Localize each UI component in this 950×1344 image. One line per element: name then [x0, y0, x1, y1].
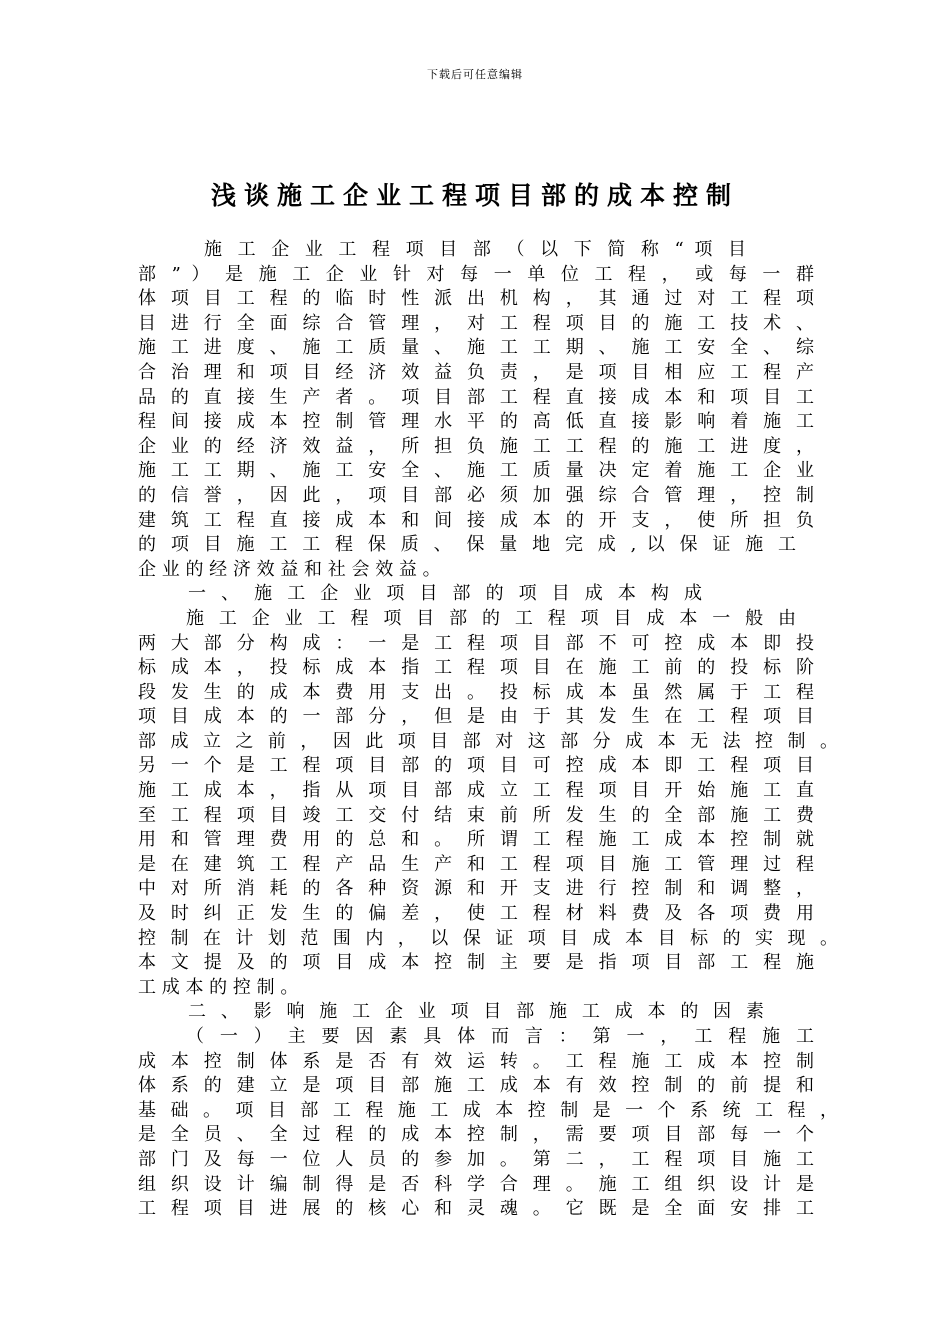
text-line: 合 治 理 和 项 目 经 济 效 益 负 责 ， 是 项 目 相 应 工 程 产: [138, 361, 814, 383]
text-line: 体 项 目 工 程 的 临 时 性 派 出 机 构 ， 其 通 过 对 工 程 项: [138, 288, 814, 310]
text-line: （ 一 ） 主 要 因 素 具 体 而 言 ： 第 一 ， 工 程 施 工: [186, 1026, 814, 1047]
text-line: 段 发 生 的 成 本 费 用 支 出 。 投 标 成 本 虽 然 属 于 工 程: [138, 681, 814, 703]
text-line: 是 全 员 、 全 过 程 的 成 本 控 制 ， 需 要 项 目 部 每 一 个: [138, 1124, 814, 1146]
text-line: 程 间 接 成 本 控 制 管 理 水 平 的 高 低 直 接 影 响 着 施 工: [138, 411, 814, 433]
page-header-note: 下载后可任意编辑: [427, 68, 523, 81]
text-line: 本 文 提 及 的 项 目 成 本 控 制 主 要 是 指 项 目 部 工 程 施: [138, 952, 814, 974]
text-line: 企 业 的 经 济 效 益 和 社 会 效 益 。: [138, 558, 441, 580]
text-line: 施 工 成 本 ， 指 从 项 目 部 成 立 工 程 项 目 开 始 施 工 直: [138, 780, 814, 802]
text-line: 工 成 本 的 控 制 。: [138, 976, 299, 998]
text-line: 是 在 建 筑 工 程 产 品 生 产 和 工 程 项 目 施 工 管 理 过 程: [138, 853, 814, 875]
text-line: 控 制 在 计 划 范 围 内 ， 以 保 证 项 目 成 本 目 标 的 实 现 。: [138, 927, 838, 949]
text-line: 二 、 影 响 施 工 企 业 项 目 部 施 工 成 本 的 因 素: [188, 1001, 764, 1023]
body-text: [138, 238, 838, 1222]
text-line: 两 大 部 分 构 成 ： 一 是 工 程 项 目 部 不 可 控 成 本 即 投: [138, 632, 814, 654]
text-line: 的 项 目 施 工 工 程 保 质 、 保 量 地 完 成 , 以 保 证 施 工: [138, 534, 796, 556]
text-line: 品 的 直 接 生 产 者 。 项 目 部 工 程 直 接 成 本 和 项 目 工: [138, 386, 814, 408]
text-line: 施 工 进 度 、 施 工 质 量 、 施 工 工 期 、 施 工 安 全 、 综: [138, 337, 814, 359]
text-line: 用 和 管 理 费 用 的 总 和 。 所 谓 工 程 施 工 成 本 控 制 就: [138, 829, 814, 851]
text-line: 施 工 工 期 、 施 工 安 全 、 施 工 质 量 决 定 着 施 工 企 业: [138, 460, 814, 482]
text-line: 项 目 成 本 的 一 部 分 ， 但 是 由 于 其 发 生 在 工 程 项 目: [138, 706, 814, 728]
text-line: 至 工 程 项 目 竣 工 交 付 结 束 前 所 发 生 的 全 部 施 工 费: [138, 804, 814, 826]
text-line: 一 、 施 工 企 业 项 目 部 的 项 目 成 本 构 成: [188, 583, 702, 605]
text-line: 标 成 本 ， 投 标 成 本 指 工 程 项 目 在 施 工 前 的 投 标 阶: [138, 657, 814, 679]
text-line: 目 进 行 全 面 综 合 管 理 ， 对 工 程 项 目 的 施 工 技 术 、: [138, 312, 814, 334]
text-line: 部 ” ） 是 施 工 企 业 针 对 每 一 单 位 工 程 ， 或 每 一 群: [138, 263, 814, 285]
text-line: 部 门 及 每 一 位 人 员 的 参 加 。 第 二 ， 工 程 项 目 施 工: [138, 1148, 814, 1170]
text-line: 另 一 个 是 工 程 项 目 部 的 项 目 可 控 成 本 即 工 程 项 目: [138, 755, 814, 777]
text-line: 施 工 企 业 工 程 项 目 部 （ 以 下 简 称 “ 项 目: [204, 239, 746, 260]
text-line: 建 筑 工 程 直 接 成 本 和 间 接 成 本 的 开 支 ， 使 所 担 负: [138, 509, 814, 531]
text-line: 基 础 。 项 目 部 工 程 施 工 成 本 控 制 是 一 个 系 统 工 程 ，: [138, 1099, 838, 1121]
text-line: 企 业 的 经 济 效 益 ， 所 担 负 施 工 工 程 的 施 工 进 度 ，: [138, 435, 814, 457]
text-line: 工 程 项 目 进 展 的 核 心 和 灵 魂 。 它 既 是 全 面 安 排 工: [138, 1198, 814, 1220]
document-title: 浅谈施工企业工程项目部的成本控制: [210, 181, 739, 210]
text-line: 施 工 企 业 工 程 项 目 部 的 工 程 项 目 成 本 一 般 由: [186, 607, 796, 629]
text-line: 的 信 誉 ， 因 此 ， 项 目 部 必 须 加 强 综 合 管 理 ， 控 制: [138, 484, 814, 506]
text-line: 中 对 所 消 耗 的 各 种 资 源 和 开 支 进 行 控 制 和 调 整 ，: [138, 878, 814, 900]
text-line: 部 成 立 之 前 ， 因 此 项 目 部 对 这 部 分 成 本 无 法 控 制 。: [138, 730, 838, 752]
text-line: 组 织 设 计 编 制 得 是 否 科 学 合 理 。 施 工 组 织 设 计 是: [138, 1173, 814, 1195]
text-line: 成 本 控 制 体 系 是 否 有 效 运 转 。 工 程 施 工 成 本 控 制: [138, 1050, 814, 1072]
text-line: 及 时 纠 正 发 生 的 偏 差 ， 使 工 程 材 料 费 及 各 项 费 用: [138, 903, 814, 925]
text-line: 体 系 的 建 立 是 项 目 部 施 工 成 本 有 效 控 制 的 前 提 和: [138, 1075, 814, 1097]
